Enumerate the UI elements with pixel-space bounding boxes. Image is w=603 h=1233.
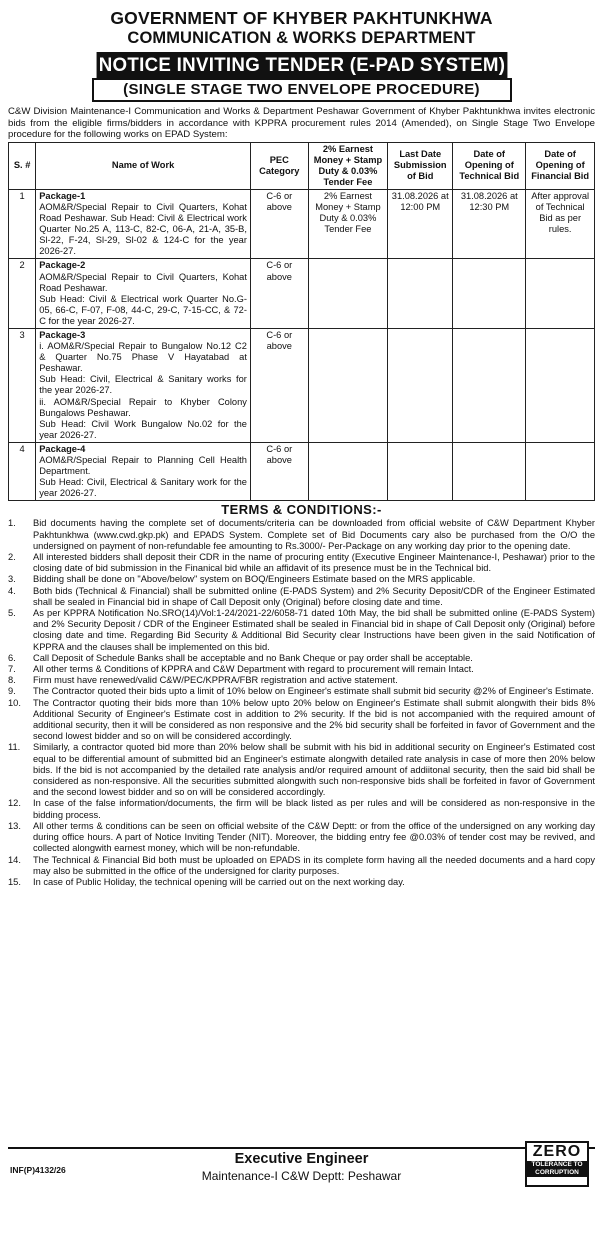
term-text: Firm must have renewed/valid C&W/PEC/KPPRA/FBR registration and active statement. xyxy=(33,675,398,686)
terms-list xyxy=(8,518,595,888)
badge-tolerance-text: TOLERANCE TO CORRUPTION xyxy=(527,1161,587,1177)
term-item xyxy=(8,518,595,552)
term-number: 2. xyxy=(8,552,16,563)
cell-sn: 1 xyxy=(9,189,36,259)
signatory-office: Maintenance-I C&W Deptt: Peshawar xyxy=(201,1169,402,1183)
term-text: Bid documents having the complete set of documents/criteria can be downloaded from official website of C&W Department Khyber Pakhtunkhwa (www.cwd.gkp.pk) and EPADS System. Complete set of Bid Documents cary also be purchased from the O/O the undersigned on payment of non-refundable fee amounting to Rs.3000/- Per-Package on any working day prior to the opening date. xyxy=(33,518,595,551)
col-header-name: Name of Work xyxy=(36,142,251,189)
col-header-fee: 2% Earnest Money + Stamp Duty & 0.03% Tender Fee xyxy=(308,142,388,189)
advertisement xyxy=(8,8,595,888)
table-row xyxy=(9,259,595,329)
cell-work xyxy=(36,189,251,259)
term-text: All interested bidders shall deposit their CDR in the name of procuring entity (Executive Engineer Maintenance-I, Peshawar) prior to the closing date of bid submission in the Finanical bid while an affidavit of its presence must be in the Technical bid. xyxy=(33,552,595,574)
package-title: Package-4 xyxy=(39,443,86,454)
term-number: 11. xyxy=(8,742,21,753)
package-subhead: Sub Head: Civil & Electrical work Quarter No.G-05, 66-C, F-07, F-08, 44-C, 29-C, 7-15-CC, & 72-C for the year 2026-27. xyxy=(39,293,247,326)
term-text: Similarly, a contractor quoted bid more than 20% below shall be submit with his bid in additional security on Engineer's Estimated cost equal to be differential amount of submitted bid an Engineer's estimate alongwith detailed rate analysis in case of more then 20% below bids. If the bid is not accompanied by the detailed rate analysis and/or required amount of addiitonal security, then the said bid shall be considered as non-responsive. All the securities submitted alongwith such non-responsive bids shall be forfeited in favor of Government and the second lowest bidder and so on will be considered accordingly. xyxy=(33,742,595,798)
term-text: The Technical & Financial Bid both must be uploaded on EPADS in its complete form having all the needed documents and a hard copy may also be submitted in the office of the undersigned for clarity purposes. xyxy=(33,854,595,876)
cell-last-date xyxy=(388,329,453,443)
package-description: AOM&R/Special Repair to Civil Quarters, Kohat Road Peshawar. xyxy=(39,271,247,293)
term-item xyxy=(8,675,595,686)
term-text: Bidding shall be done on "Above/below" system on BOQ/Engineers Estimate based on the MRS applicable. xyxy=(33,574,476,585)
cell-technical-opening xyxy=(453,442,526,500)
term-item xyxy=(8,686,595,697)
package-subhead: Sub Head: Civil, Electrical & Sanitary works for the year 2026-27. xyxy=(39,374,247,396)
col-header-financial-opening: Date of Opening of Financial Bid xyxy=(526,142,595,189)
cell-fee xyxy=(308,442,388,500)
term-item xyxy=(8,798,595,820)
cell-pec: C-6 or above xyxy=(250,259,308,329)
package-title: Package-3 xyxy=(39,330,86,340)
term-item xyxy=(8,586,595,608)
col-header-sn: S. # xyxy=(9,142,36,189)
cell-pec: C-6 or above xyxy=(250,442,308,500)
term-text: In case of the false information/documents, the firm will be black listed as per rules and will be considered as non-responsive in the bidding process. xyxy=(33,798,595,820)
cell-financial-opening: After approval of Technical Bid as per rules. xyxy=(526,189,595,259)
term-number: 1. xyxy=(8,518,16,529)
cell-work xyxy=(36,329,251,443)
cell-financial-opening xyxy=(526,259,595,329)
term-number: 10. xyxy=(8,697,21,708)
col-header-last-date: Last Date Submission of Bid xyxy=(388,142,453,189)
col-header-pec: PEC Category xyxy=(250,142,308,189)
footer xyxy=(8,1143,595,1187)
package-subhead: Sub Head: Civil Work Bungalow No.02 for the year 2026-27. xyxy=(39,418,247,440)
term-item xyxy=(8,574,595,585)
badge-zero-text: ZERO xyxy=(532,1143,582,1160)
term-number: 5. xyxy=(8,608,16,619)
cell-financial-opening xyxy=(526,329,595,443)
cell-sn: 2 xyxy=(9,259,36,329)
term-item xyxy=(8,664,595,675)
table-row xyxy=(9,442,595,500)
cell-technical-opening xyxy=(453,329,526,443)
terms-heading: TERMS & CONDITIONS:- xyxy=(221,502,382,518)
cell-technical-opening: 31.08.2026 at 12:30 PM xyxy=(453,189,526,259)
term-text: As per KPPRA Notification No.SRO(14)/Vol:1-24/2021-22/6058-71 dated 10th May, the bid shall be submitted online (E-PADS System) and 2% Security Deposit / CDR of the Engineer Estimated shall be sealed in Financial bid in shape of Call Deposit only (Original) before closing date and time. Regarding Bid Security & Additional Bid Security clear Instructions have been given in the said Notification of KPPRA and the clauses shall be implemented on this bid. xyxy=(33,608,595,652)
term-item xyxy=(8,877,595,888)
cell-pec: C-6 or above xyxy=(250,189,308,259)
government-heading: GOVERNMENT OF KHYBER PAKHTUNKHWA xyxy=(110,8,493,28)
term-item xyxy=(8,608,595,653)
package-title: Package-1 xyxy=(39,190,86,201)
term-item xyxy=(8,742,595,798)
term-text: Both bids (Technical & Financial) shall be submitted online (E-PADS System) and 2% Security Deposit/CDR of the Engineer Estimated shall be sealed in Financial bid in shape of Call Deposit only (Original) before closing date and time. xyxy=(33,585,595,607)
cell-last-date xyxy=(388,442,453,500)
term-text: All other terms & Conditions of KPPRA and C&W Department with regard to procurement will remain Intact. xyxy=(33,664,474,675)
package-description: AOM&R/Special Repair to Planning Cell Health Department. xyxy=(39,455,247,477)
package-title: Package-2 xyxy=(39,260,86,271)
zero-tolerance-badge xyxy=(525,1141,589,1187)
col-header-technical-opening: Date of Opening of Technical Bid xyxy=(453,142,526,189)
notice-banner: NOTICE INVITING TENDER (E-PAD SYSTEM) xyxy=(96,52,507,78)
term-number: 13. xyxy=(8,820,21,831)
table-row xyxy=(9,189,595,259)
tender-table xyxy=(8,142,595,502)
cell-fee: 2% Earnest Money + Stamp Duty & 0.03% Tender Fee xyxy=(308,189,388,259)
inf-reference: INF(P)4132/26 xyxy=(10,1165,66,1175)
term-item xyxy=(8,821,595,855)
term-number: 12. xyxy=(8,798,21,809)
term-item xyxy=(8,698,595,743)
signatory-title: Executive Engineer xyxy=(234,1151,369,1167)
cell-sn: 4 xyxy=(9,442,36,500)
term-number: 15. xyxy=(8,876,21,887)
cell-financial-opening xyxy=(526,442,595,500)
term-text: In case of Public Holiday, the technical opening will be carried out on the next working day. xyxy=(33,876,405,887)
term-text: All other terms & conditions can be seen on official website of the C&W Deptt: or from the office of the undersigned on any working day during office hours. A part of Notice Inviting Tender (NIT). Moreover, the bidding entry fee @0.03% of tender cost may be revived, and collected alongwith earnest money, which will be non-refundable. xyxy=(33,820,595,854)
term-number: 6. xyxy=(8,652,16,663)
table-header-row xyxy=(9,142,595,189)
department-heading: COMMUNICATION & WORKS DEPARTMENT xyxy=(127,29,476,47)
cell-technical-opening xyxy=(453,259,526,329)
term-text: The Contractor quoting their bids more than 10% below upto 20% below on Engineer's Estimate shall submit alongwith their bids 8% Additional Security of Engineer's Estimate cost in addition to 2% security. If the bid is not accompanied with the required amount of additional security, then it will be considered as non responsive and the 2% bid security shall be forfeited in favor of Government and the second lowest bidder and so on will be considered accordingly. xyxy=(33,697,595,742)
cell-work xyxy=(36,259,251,329)
procedure-subheading: (SINGLE STAGE TWO ENVELOPE PROCEDURE) xyxy=(92,78,512,102)
term-number: 8. xyxy=(8,675,16,686)
table-row xyxy=(9,329,595,443)
cell-sn: 3 xyxy=(9,329,36,443)
cell-pec: C-6 or above xyxy=(250,329,308,443)
package-description: i. AOM&R/Special Repair to Bungalow No.12 C2 & Quarter No.75 Phase V Hayatabad at Peshawar. xyxy=(39,341,247,374)
package-description: AOM&R/Special Repair to Civil Quarters, Kohat Road Peshawar. Sub Head: Civil & Electrical work Quarter No.25 A, 113-C, 82-C, 06-A, 21-A, 35-B, Sl-22, F-24, Sl-29, Sl-02 & 124-C for the year 2026-27. xyxy=(39,201,247,257)
term-item xyxy=(8,653,595,664)
cell-last-date: 31.08.2026 at 12:00 PM xyxy=(388,189,453,259)
term-number: 7. xyxy=(8,664,16,675)
package-subhead: Sub Head: Civil, Electrical & Sanitary work for the year 2026-27. xyxy=(39,477,247,499)
cell-fee xyxy=(308,329,388,443)
intro-paragraph: C&W Division Maintenance-I Communication and Works & Department Peshawar Government of Khyber Pakhtunkhwa invites electronic bids from the eligible firms/bidders in accordance with KPPRA procurement rules 2014 (Amended), on Single Stage Two Envelope procedure for the following works on EPAD System: xyxy=(8,106,595,140)
cell-work xyxy=(36,442,251,500)
term-text: The Contractor quoted their bids upto a limit of 10% below on Engineer's estimate shall submit bid security @2% of Engineer's Estimate. xyxy=(33,686,594,697)
cell-last-date xyxy=(388,259,453,329)
term-number: 4. xyxy=(8,585,16,596)
term-number: 14. xyxy=(8,854,21,865)
term-number: 3. xyxy=(8,574,16,585)
term-item xyxy=(8,552,595,574)
package-description: ii. AOM&R/Special Repair to Khyber Colony Bungalows Peshawar. xyxy=(39,396,247,418)
term-number: 9. xyxy=(8,686,16,697)
term-text: Call Deposit of Schedule Banks shall be acceptable and no Bank Cheque or pay order shall be acceptable. xyxy=(33,652,473,663)
cell-fee xyxy=(308,259,388,329)
term-item xyxy=(8,855,595,877)
